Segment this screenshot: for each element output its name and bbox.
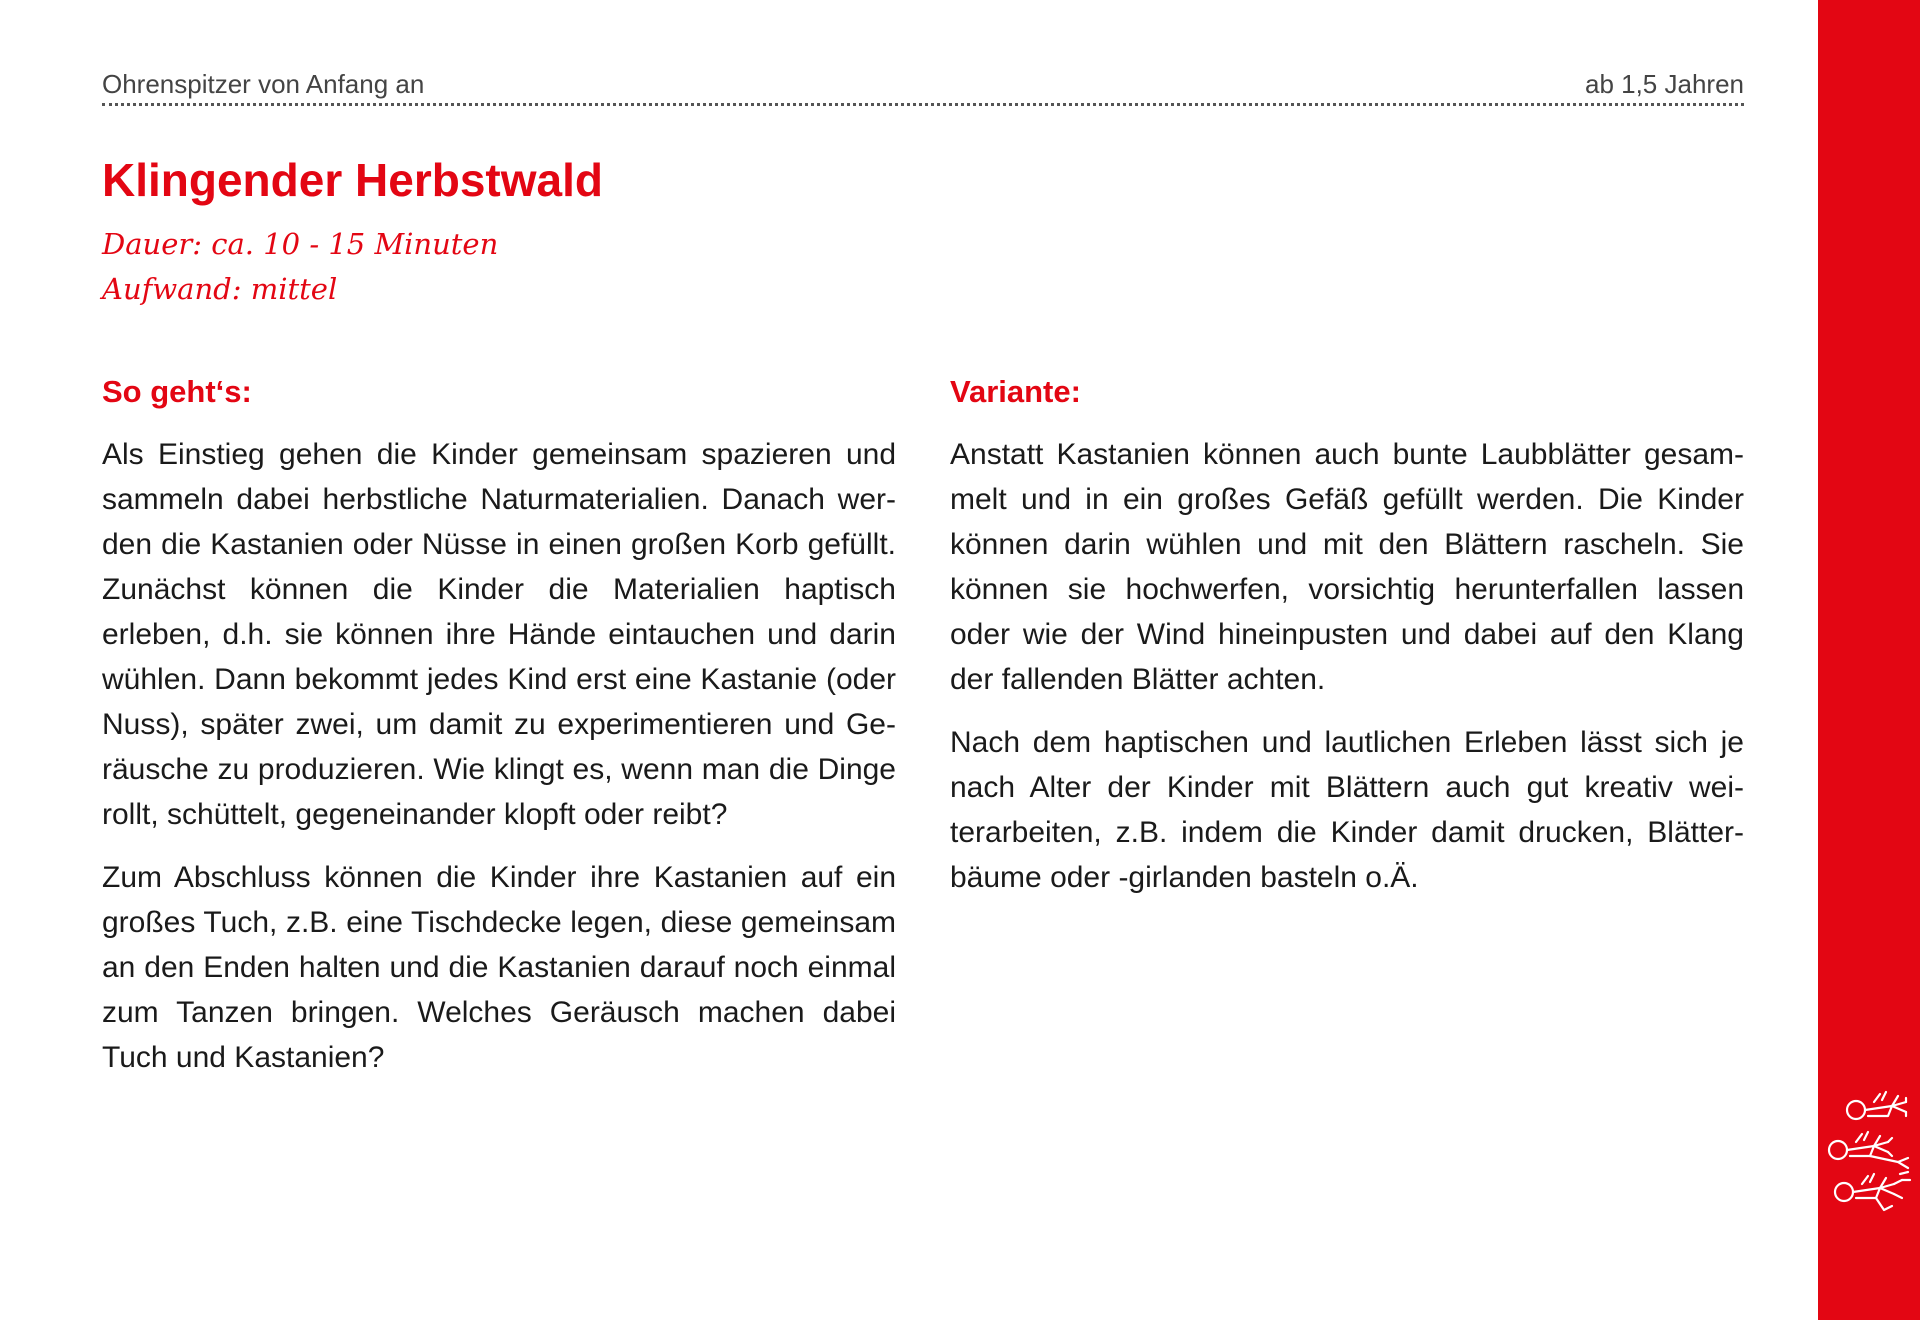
variant-paragraph: Nach dem haptischen und lautlichen Erleben lässt sich je nach Alter der Kinder mit Blättern auch gut kreativ weiterarbeiten, z.B. indem die Kinder damit drucken, Blätterbäume oder -girlanden basteln o.Ä.: [950, 726, 1744, 894]
effort-label: Aufwand: mittel: [102, 272, 338, 306]
activity-meta: [102, 222, 498, 312]
variant-paragraph: Anstatt Kastanien können auch bunte Laubblätter gesammelt und in ein großes Gefäß gefüllt werden. Die Kinder können darin wühlen und mit den Blättern rascheln. Sie können sie hochwerfen, vorsichtig herunterfallen lassen oder wie der Wind hineinpusten und dabei auf den Klang der fallenden Blätter achten.: [950, 438, 1744, 696]
page-header: [102, 66, 1744, 102]
variant-heading: Variante:: [950, 374, 1081, 409]
instructions-paragraph: Zum Abschluss können die Kinder ihre Kastanien auf ein großes Tuch, z.B. eine Tischdecke legen, diese gemeinsam an den Enden halten und die Kastanien darauf noch einmal zum Tanzen bringen. Welches Geräusch machen dabei Tuch und Kastanien?: [102, 861, 896, 1074]
instructions-heading: So geht‘s:: [102, 374, 252, 409]
instructions-paragraph: Als Einstieg gehen die Kinder gemeinsam spazieren und sammeln dabei herbstliche Naturmaterialien. Danach werden die Kastanien oder Nüsse in einen großen Korb gefüllt. Zunächst können die Kinder die Materialien haptisch erleben, d.h. sie können ihre Hände eintauchen und darin wühlen. Dann bekommt jedes Kind erst eine Kastanie (oder Nuss), später zwei, um damit zu experimentieren und Geräusche zu produzieren. Wie klingt es, wenn man die Dinge rollt, schüttelt, gegeneinander klopft oder reibt?: [102, 438, 896, 831]
variant-column: [950, 370, 1744, 918]
header-dotted-rule: [102, 103, 1744, 106]
duration-label: Dauer: ca. 10 - 15 Minuten: [102, 227, 499, 261]
header-age-label: ab 1,5 Jahren: [1584, 69, 1744, 99]
page-title: Klingender Herbstwald: [102, 154, 603, 206]
children-figures-icon: [1822, 1088, 1916, 1218]
instructions-column: [102, 370, 896, 1098]
header-series-title: Ohrenspitzer von Anfang an: [102, 69, 425, 99]
